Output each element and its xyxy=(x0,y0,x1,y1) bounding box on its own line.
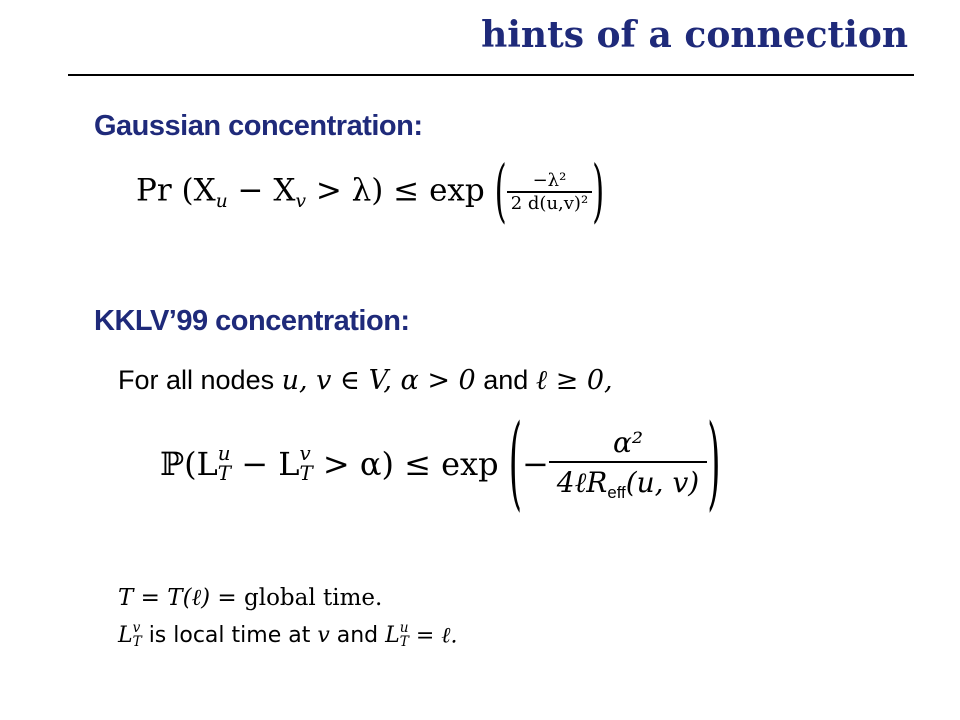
note1-math: T = T(ℓ) = xyxy=(118,585,244,611)
title-rule xyxy=(68,74,914,76)
gaussian-heading: Gaussian concentration: xyxy=(94,110,423,142)
gaussian-sub-u: u xyxy=(215,191,228,212)
kklv-rparen: ) xyxy=(707,404,721,524)
note-global-time xyxy=(118,585,382,611)
note2-L2: L xyxy=(385,623,400,649)
gaussian-fraction xyxy=(507,170,592,214)
kklv-prob: ℙ(L xyxy=(160,445,218,483)
kklv-scripts-u xyxy=(218,444,231,484)
kklv-sup-v: v xyxy=(299,442,311,466)
kklv-formula xyxy=(160,404,721,524)
kklv-neg: − xyxy=(521,445,549,483)
kklv-den-sub: eff xyxy=(607,482,626,502)
note2-end: = ℓ. xyxy=(408,623,458,649)
and-word: and xyxy=(483,365,529,395)
gaussian-minus: − X xyxy=(227,172,296,209)
for-all-label: For all nodes xyxy=(118,365,275,395)
kklv-frac-num: α² xyxy=(549,425,707,463)
gaussian-rparen: ) xyxy=(592,152,605,232)
kklv-sub-t2: T xyxy=(299,462,313,485)
kklv-sup-u: u xyxy=(217,442,231,466)
gaussian-rhs: > λ) ≤ exp xyxy=(305,172,485,209)
gaussian-frac-num: −λ² xyxy=(507,170,592,193)
note2-sub2: T xyxy=(399,633,409,650)
kklv-condition xyxy=(118,365,613,396)
gaussian-lparen: ( xyxy=(494,152,507,232)
note2-sup: v xyxy=(132,620,141,636)
note2-sub: T xyxy=(132,633,142,650)
note2-scripts2 xyxy=(400,622,409,649)
note2-and: and xyxy=(329,623,386,649)
kklv-rhs: > α) ≤ exp xyxy=(312,445,499,483)
note-local-time xyxy=(118,622,457,649)
note2-L: L xyxy=(118,623,133,649)
gaussian-formula xyxy=(136,152,605,232)
note2-scripts xyxy=(133,622,142,649)
gaussian-lhs: Pr (X xyxy=(136,172,216,209)
gaussian-sub-v: v xyxy=(295,191,306,212)
kklv-fraction xyxy=(549,425,707,503)
kklv-lparen: ( xyxy=(508,404,522,524)
slide-title: hints of a connection xyxy=(481,14,908,56)
kklv-minus: − L xyxy=(231,445,300,483)
kklv-frac-den xyxy=(549,463,707,503)
kklv-den-b: (u, v) xyxy=(625,466,700,499)
note2-sup2: u xyxy=(399,620,409,636)
ell-expression: ℓ ≥ 0, xyxy=(535,365,613,396)
kklv-scripts-v xyxy=(299,444,312,484)
kklv-heading: KKLV’99 concentration: xyxy=(94,305,410,337)
set-expression: u, v ∈ V, α > 0 xyxy=(281,365,476,396)
kklv-sub-t: T xyxy=(217,462,232,485)
note1-text: global time. xyxy=(244,585,383,611)
kklv-den-a: 4ℓR xyxy=(556,466,608,499)
gaussian-frac-den: 2 d(u,v)² xyxy=(510,193,589,214)
note2-v: v xyxy=(317,623,330,649)
note2-text: is local time at xyxy=(141,623,318,649)
